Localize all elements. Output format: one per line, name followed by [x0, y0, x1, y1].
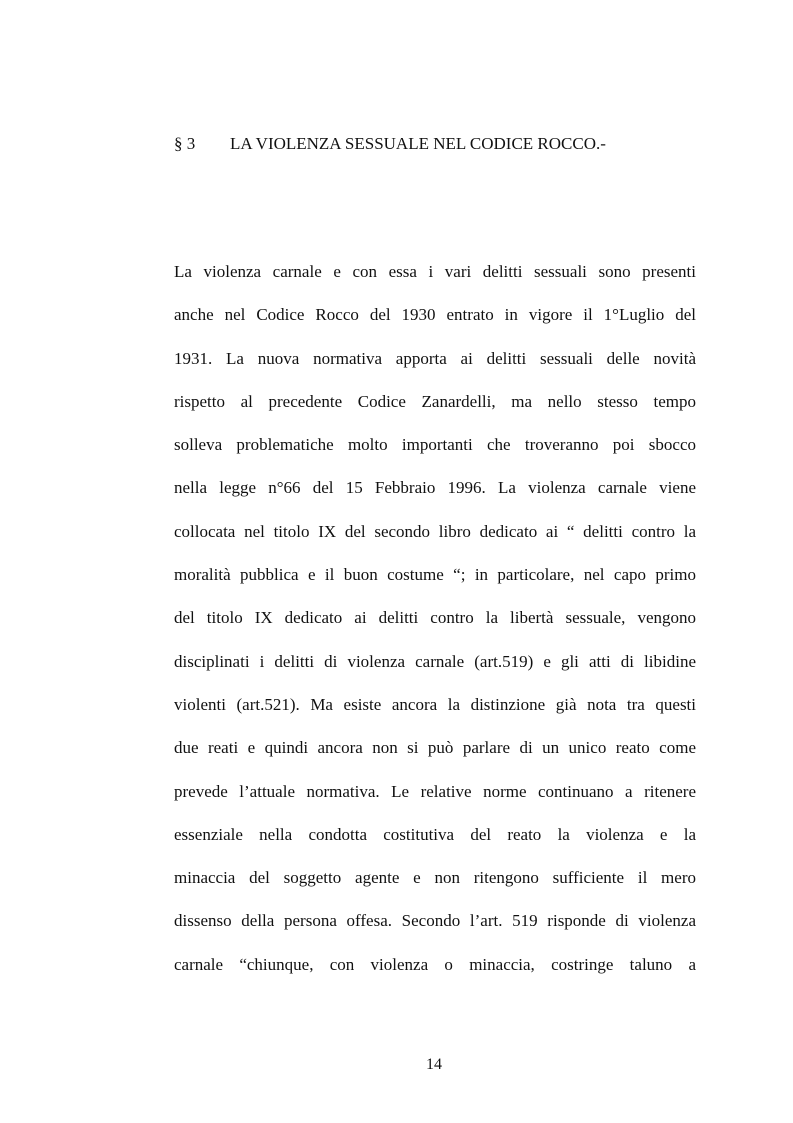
text-line: anche nel Codice Rocco del 1930 entrato in vigore il 1°Luglio del [174, 305, 696, 325]
text-line: prevede l’attuale normativa. Le relative norme continuano a ritenere [174, 781, 696, 801]
text-line: moralità pubblica e il buon costume “; in particolare, nel capo primo [174, 565, 696, 585]
text-line: due reati e quindi ancora non si può parlare di un unico reato come [174, 738, 696, 758]
text-line: del titolo IX dedicato ai delitti contro la libertà sessuale, vengono [174, 608, 696, 628]
section-title: LA VIOLENZA SESSUALE NEL CODICE ROCCO.- [230, 134, 606, 153]
section-number: § 3 [174, 134, 196, 153]
text-line: collocata nel titolo IX del secondo libro dedicato ai “ delitti contro la [174, 521, 696, 541]
text-line: nella legge n°66 del 15 Febbraio 1996. La violenza carnale viene [174, 478, 696, 498]
text-line: carnale “chiunque, con violenza o minaccia, costringe taluno a [174, 954, 696, 974]
text-line: essenziale nella condotta costitutiva del reato la violenza e la [174, 824, 696, 844]
text-line: La violenza carnale e con essa i vari delitti sessuali sono presenti [174, 262, 696, 281]
text-line: disciplinati i delitti di violenza carnale (art.519) e gli atti di libidine [174, 651, 696, 671]
section-heading [174, 133, 606, 155]
text-line: violenti (art.521). Ma esiste ancora la distinzione già nota tra questi [174, 694, 696, 714]
page-number: 14 [426, 1056, 442, 1073]
text-line: minaccia del soggetto agente e non ritengono sufficiente il mero [174, 868, 696, 888]
text-line: dissenso della persona offesa. Secondo l’art. 519 risponde di violenza [174, 911, 696, 931]
body-text [174, 260, 696, 996]
text-line: 1931. La nuova normativa apporta ai delitti sessuali delle novità [174, 348, 696, 368]
text-line: solleva problematiche molto importanti che troveranno poi sbocco [174, 435, 696, 455]
text-line: rispetto al precedente Codice Zanardelli, ma nello stesso tempo [174, 391, 696, 411]
